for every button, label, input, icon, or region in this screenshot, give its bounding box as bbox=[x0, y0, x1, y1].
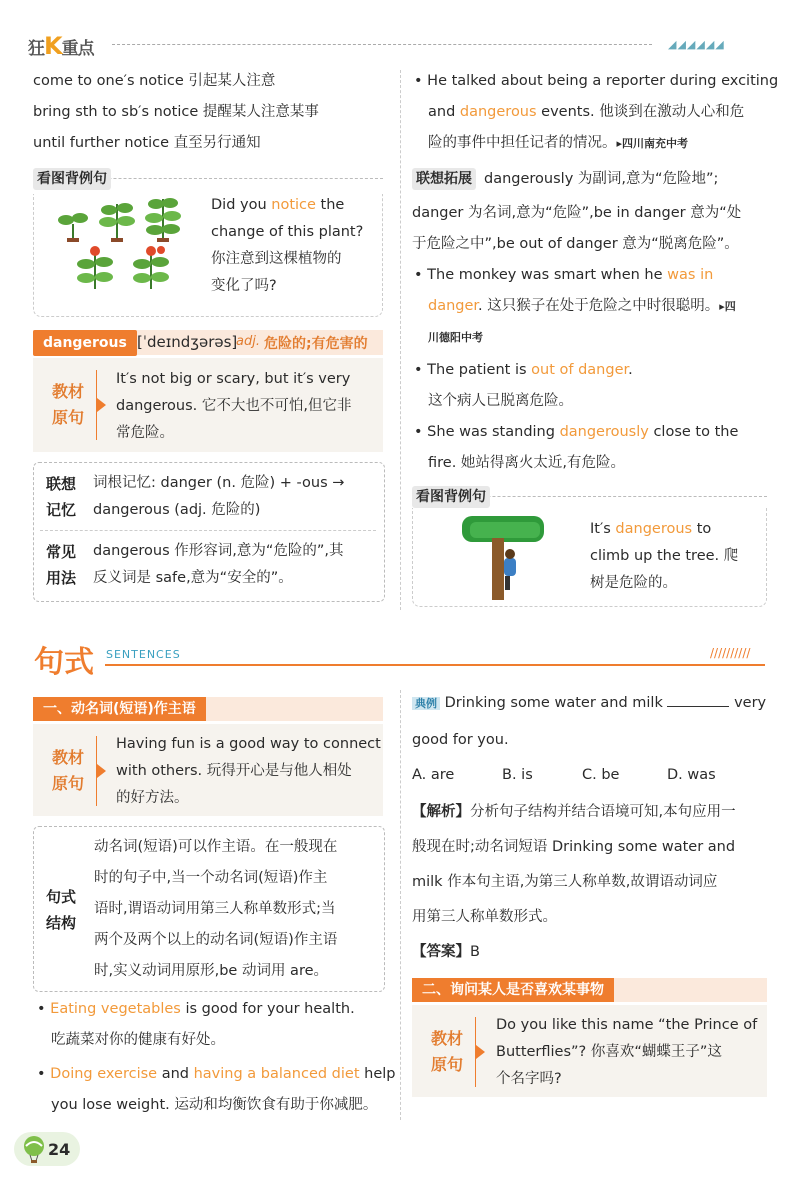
memo-line-1: 词根记忆: danger (n. 危险) + -ous → bbox=[93, 475, 345, 491]
example2-line-2: danger. 这只猴子在处于危险之中时很聪明。▸四 bbox=[428, 298, 736, 314]
struct-line-5: 时,实义动词用原形,be 动词用 are。 bbox=[94, 963, 329, 979]
quiz-tag: 典例 bbox=[412, 697, 440, 710]
expand-line-2: danger 为名词,意为“危险”,be in danger 意为“处 bbox=[412, 205, 742, 221]
picture-sentence-box bbox=[33, 168, 383, 318]
sentence2-source-label-1: 教材 bbox=[431, 1029, 464, 1048]
sentence1-source-label-1: 教材 bbox=[52, 748, 85, 767]
picture-sentence-box-2 bbox=[412, 486, 767, 608]
section-subtitle: SENTENCES bbox=[106, 648, 181, 661]
quiz-blank[interactable] bbox=[667, 706, 729, 707]
struct-label-2: 结构 bbox=[46, 914, 77, 932]
phrase-1: come to one′s notice 引起某人注意 bbox=[33, 73, 276, 89]
source-line-2: dangerous. 它不大也不可怕,但它非 bbox=[116, 398, 352, 414]
example1-line-2: and dangerous events. 他谈到在激动人心和危 bbox=[428, 104, 745, 120]
quiz-analysis-line-3: milk 作本句主语,为第三人称单数,故谓语动词应 bbox=[412, 874, 718, 890]
column-divider-lower bbox=[400, 690, 401, 1120]
struct-line-1: 动名词(短语)可以作主语。在一般现在 bbox=[94, 839, 338, 855]
balloon-icon bbox=[20, 1134, 48, 1164]
tree-climb-illustration bbox=[460, 514, 550, 600]
sentence2-tag: 二、询问某人是否喜欢某事物 bbox=[412, 978, 614, 1002]
expand-line-1: dangerously 为副词,意为“危险地”; bbox=[484, 171, 719, 187]
sentence1-tag: 一、动名词(短语)作主语 bbox=[33, 697, 206, 721]
quiz-analysis-line-2: 般现在时;动名词短语 Drinking some water and bbox=[412, 839, 736, 855]
usage-line-1: dangerous 作形容词,意为“危险的”,其 bbox=[93, 543, 344, 559]
example4-line-1: • She was standing dangerously close to the bbox=[414, 424, 739, 440]
quiz-question-line-2: good for you. bbox=[412, 732, 509, 748]
section-title: 句式 bbox=[34, 645, 94, 680]
picture-tag: 看图背例句 bbox=[33, 168, 111, 190]
header-rule bbox=[112, 44, 652, 45]
example2-line-3: 川德阳中考 bbox=[428, 331, 483, 344]
picture-line-2: change of this plant? bbox=[211, 224, 364, 240]
plant-medium bbox=[99, 203, 135, 242]
picture2-line-2: climb up the tree. 爬 bbox=[590, 548, 739, 564]
picture-line-3: 你注意到这棵植物的 bbox=[211, 251, 342, 267]
usage-label-2: 用法 bbox=[46, 569, 77, 587]
sentence1-source-line-1: Having fun is a good way to connect bbox=[116, 736, 381, 752]
sentence1-ex2-line-2: you lose weight. 运动和均衡饮食有助于你减肥。 bbox=[51, 1097, 378, 1113]
column-divider bbox=[400, 70, 401, 610]
struct-line-2: 时的句子中,当一个动名词(短语)作主 bbox=[94, 870, 328, 886]
section-rule bbox=[105, 664, 765, 666]
sentence1-ex1-line-1: • Eating vegetables is good for your health. bbox=[37, 1001, 355, 1017]
struct-line-4: 两个及两个以上的动名词(短语)作主语 bbox=[94, 932, 338, 948]
sentence1-ex1-line-2: 吃蔬菜对你的健康有好处。 bbox=[51, 1032, 225, 1048]
memo-usage-divider bbox=[40, 530, 376, 531]
example3-line-2: 这个病人已脱离危险。 bbox=[428, 393, 573, 409]
usage-line-2: 反义词是 safe,意为“安全的”。 bbox=[93, 570, 293, 586]
header-dots: ◢◢◢◢◢◢ bbox=[668, 38, 725, 51]
section-slashes: ////////// bbox=[710, 646, 751, 660]
sentence1-source-line-3: 的好方法。 bbox=[116, 790, 189, 806]
sentence2-source-line-3: 个名字吗? bbox=[496, 1071, 562, 1087]
sentence1-source-line-2: with others. 玩得开心是与他人相处 bbox=[116, 763, 352, 779]
expand-line-3: 于危险之中”,be out of danger 意为“脱离危险”。 bbox=[412, 236, 739, 252]
quiz-option-d: D. was bbox=[667, 767, 716, 783]
example2-line-1: • The monkey was smart when he was in bbox=[414, 267, 714, 283]
source-label-1: 教材 bbox=[52, 382, 85, 401]
example1-line-1: • He talked about being a reporter during exciting bbox=[414, 73, 779, 89]
expand-tag: 联想拓展 bbox=[412, 168, 476, 190]
quiz-answer: 【答案】B bbox=[412, 944, 480, 960]
source-line-3: 常危险。 bbox=[116, 425, 174, 441]
word-phonetic: [ˈdeɪndʒərəs] bbox=[137, 333, 238, 351]
quiz-analysis-line-4: 用第三人称单数形式。 bbox=[412, 909, 557, 925]
sentence2-source-label-2: 原句 bbox=[431, 1055, 464, 1074]
picture-line-1: Did you notice the bbox=[211, 197, 345, 213]
phrase-3: until further notice 直至另行通知 bbox=[33, 135, 261, 151]
memo-label-2: 记忆 bbox=[46, 501, 77, 519]
picture-line-4: 变化了吗? bbox=[211, 278, 277, 294]
page-number: 24 bbox=[48, 1140, 71, 1159]
plants-illustration bbox=[55, 194, 205, 294]
source-label-2: 原句 bbox=[52, 408, 85, 427]
phrase-2: bring sth to sb′s notice 提醒某人注意某事 bbox=[33, 104, 319, 120]
word-meaning: 危险的;有危害的 bbox=[264, 336, 368, 352]
memo-label-1: 联想 bbox=[46, 475, 77, 493]
sentence2-arrow-icon bbox=[476, 1045, 485, 1059]
quiz-option-c: C. be bbox=[582, 767, 620, 783]
brand-logo: 狂K重点 bbox=[28, 32, 94, 60]
struct-label-1: 句式 bbox=[46, 888, 77, 906]
plant-flower-2 bbox=[133, 246, 169, 289]
struct-line-3: 语时,谓语动词用第三人称单数形式;当 bbox=[94, 901, 336, 917]
sentence1-source-label-2: 原句 bbox=[52, 774, 85, 793]
picture-tag-2: 看图背例句 bbox=[412, 486, 490, 508]
usage-label-1: 常见 bbox=[46, 543, 77, 561]
sentence1-arrow-icon bbox=[97, 764, 106, 778]
source-line-1: It′s not big or scary, but it′s very bbox=[116, 371, 351, 387]
sentence2-source-line-2: Butterflies”? 你喜欢“蝴蝶王子”这 bbox=[496, 1044, 722, 1060]
picture2-line-3: 树是危险的。 bbox=[590, 575, 677, 591]
plant-flower-1 bbox=[77, 246, 113, 289]
example1-line-3: 险的事件中担任记者的情况。▸四川南充中考 bbox=[428, 135, 689, 151]
quiz-option-a: A. are bbox=[412, 767, 455, 783]
word-pos: adj. bbox=[236, 334, 260, 349]
quiz-options bbox=[412, 760, 772, 791]
memo-line-2: dangerous (adj. 危险的) bbox=[93, 502, 261, 518]
plant-tall bbox=[145, 198, 181, 242]
quiz-question-line-1: 典例 Drinking some water and milk very bbox=[412, 692, 772, 715]
quiz-option-b: B. is bbox=[502, 767, 533, 783]
picture2-line-1: It′s dangerous to bbox=[590, 521, 712, 537]
example3-line-1: • The patient is out of danger. bbox=[414, 362, 633, 378]
sentence2-source-line-1: Do you like this name “the Prince of bbox=[496, 1017, 758, 1033]
example4-line-2: fire. 她站得离火太近,有危险。 bbox=[428, 455, 626, 471]
source-arrow-icon bbox=[97, 398, 106, 412]
quiz-analysis-line-1: 【解析】分析句子结构并结合语境可知,本句应用一 bbox=[412, 804, 736, 820]
word-tag: dangerous bbox=[33, 330, 137, 356]
sentence1-ex2-line-1: • Doing exercise and having a balanced diet help bbox=[37, 1066, 396, 1082]
plant-small-1 bbox=[58, 213, 88, 242]
